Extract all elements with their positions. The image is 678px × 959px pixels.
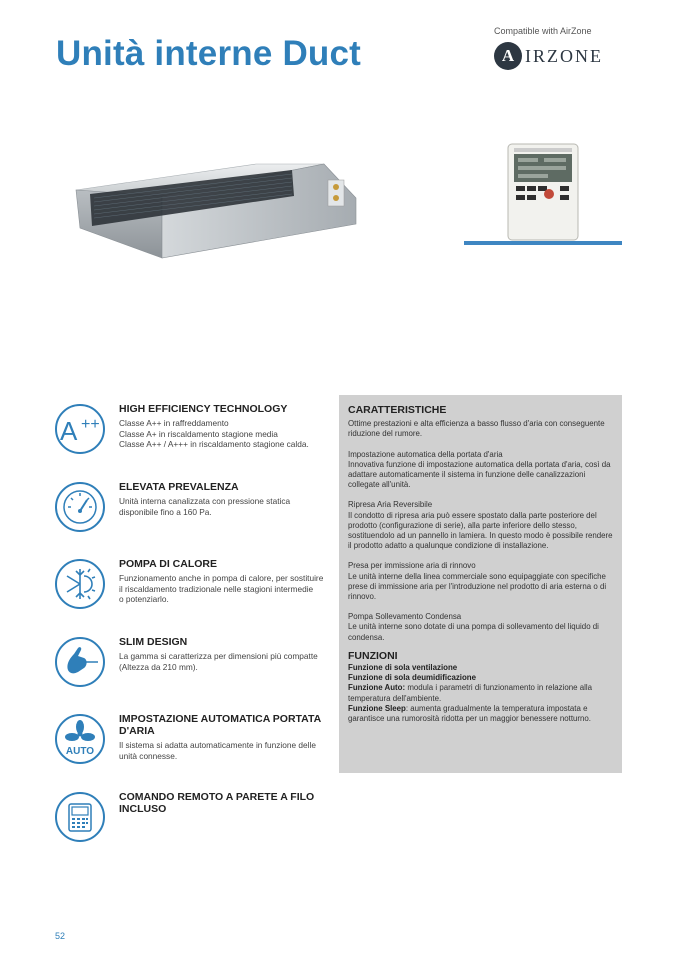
airzone-logo-letter: A bbox=[494, 42, 522, 70]
compatibility-note: Compatible with AirZone bbox=[494, 26, 592, 36]
feature-title: ELEVATA PREVALENZA bbox=[119, 481, 239, 493]
function-name: Funzione Sleep bbox=[348, 703, 406, 713]
slim-design-hand-icon bbox=[54, 636, 106, 688]
characteristic-block bbox=[348, 612, 613, 643]
feature-title: IMPOSTAZIONE AUTOMATICA PORTATA D'ARIA bbox=[119, 713, 321, 737]
funzioni-heading: FUNZIONI bbox=[348, 649, 398, 662]
characteristic-text: Le unità interne sono dotate di una pompa di sollevamento del liquido di condensa. bbox=[348, 622, 599, 642]
feature-description: Funzionamento anche in pompa di calore, per sostituire il riscaldamento tradizionale nelle stagioni intermedie o potenziarlo. bbox=[119, 573, 324, 604]
characteristic-title: Ripresa Aria Reversibile bbox=[348, 500, 433, 510]
feature-description: Il sistema si adatta automaticamente in funzione delle unità connesse. bbox=[119, 740, 316, 761]
feature-description: La gamma si caratterizza per dimensioni più compatte (Altezza da 210 mm). bbox=[119, 651, 318, 672]
svg-text:++: ++ bbox=[81, 416, 100, 433]
function-name: Funzione di sola ventilazione bbox=[348, 663, 458, 673]
function-item bbox=[348, 704, 613, 724]
characteristic-block bbox=[348, 500, 613, 551]
page-number: 52 bbox=[55, 931, 66, 941]
feature-title: HIGH EFFICIENCY TECHNOLOGY bbox=[119, 403, 288, 415]
feature-title: POMPA DI CALORE bbox=[119, 558, 218, 570]
characteristic-title: Pompa Sollevamento Condensa bbox=[348, 612, 462, 622]
function-item bbox=[348, 683, 613, 703]
caratteristiche-heading: CARATTERISTICHE bbox=[348, 404, 447, 416]
pressure-gauge-icon bbox=[54, 481, 106, 533]
page-title: Unità interne Duct bbox=[56, 34, 362, 73]
function-name: Funzione Auto: bbox=[348, 683, 406, 693]
airzone-logo-text: IRZONE bbox=[525, 45, 603, 66]
duct-unit-image bbox=[66, 150, 366, 260]
characteristic-title: Impostazione automatica della portata d'aria bbox=[348, 449, 503, 459]
characteristic-title: Presa per immissione aria di rinnovo bbox=[348, 561, 476, 571]
feature-description: Classe A++ in raffreddamento Classe A+ in riscaldamento stagione media Classe A++ / A+++ in riscaldamento stagione calda. bbox=[119, 418, 309, 449]
a-plus-plus-icon bbox=[54, 403, 106, 455]
characteristic-block bbox=[348, 419, 613, 439]
characteristic-text: Le unità interne della linea commerciale sono equipaggiate con specifiche prese di immissione aria per l'introduzione nel prodotto di aria esterna o di rinnovo. bbox=[348, 571, 607, 602]
auto-fan-icon bbox=[54, 713, 106, 765]
function-description: : aumenta gradualmente la temperatura impostata e garantisce una rumorosità ridotta per un maggior benessere notturno. bbox=[348, 703, 591, 724]
characteristic-block bbox=[348, 561, 613, 602]
remote-control-image bbox=[464, 142, 624, 250]
feature-title: COMANDO REMOTO A PARETE A FILO INCLUSO bbox=[119, 791, 315, 815]
characteristic-text: Il condotto di ripresa aria può essere spostato dalla parte posteriore del prodotto (configurazione di serie), alla parte inferiore dello stesso, sostituendolo ad un pannello in lamiera. In questo modo è possibile rendere il prodotto adatto a qualunque condizione di installazione. bbox=[348, 510, 613, 551]
feature-description: Unità interna canalizzata con pressione statica disponibile fino a 160 Pa. bbox=[119, 496, 291, 517]
characteristic-block bbox=[348, 450, 613, 491]
function-item bbox=[348, 673, 613, 683]
function-item bbox=[348, 663, 613, 673]
characteristic-text: Ottime prestazioni e alta efficienza a basso flusso d'aria con conseguente riduzione del rumore. bbox=[348, 419, 605, 439]
wall-remote-icon bbox=[54, 791, 106, 843]
heat-pump-icon bbox=[54, 558, 106, 610]
characteristic-text: Innovativa funzione di impostazione automatica della portata d'aria, così da adattare automaticamente il sistema in funzione delle canalizzazioni collegate all'unità. bbox=[348, 459, 611, 490]
svg-text:A: A bbox=[60, 416, 78, 446]
function-description: modula i parametri di funzionamento in relazione alla temperatura dell'ambiente. bbox=[348, 683, 592, 703]
airzone-logo bbox=[494, 42, 603, 70]
characteristics-panel bbox=[339, 395, 622, 773]
feature-title: SLIM DESIGN bbox=[119, 636, 188, 648]
auto-label: AUTO bbox=[65, 746, 95, 757]
function-name: Funzione di sola deumidificazione bbox=[348, 673, 477, 683]
